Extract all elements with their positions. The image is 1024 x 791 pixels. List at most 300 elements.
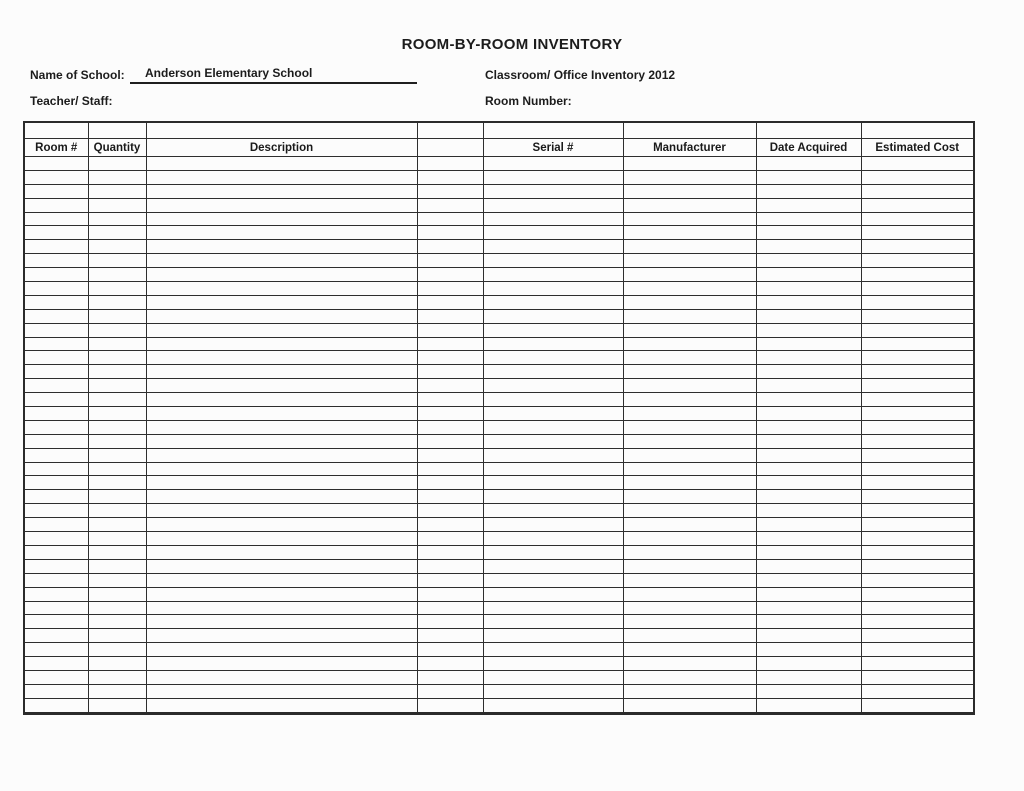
empty-cell-blank [417,212,483,226]
empty-cell-blank [417,476,483,490]
empty-cell-manufacturer [623,559,756,573]
empty-inventory-row [24,615,974,629]
empty-cell-quantity [88,532,146,546]
empty-cell-serial [483,184,623,198]
empty-cell-blank [417,393,483,407]
empty-cell-room [24,309,88,323]
empty-cell-serial [483,379,623,393]
empty-cell-date_acquired [756,323,861,337]
empty-cell-quantity [88,157,146,171]
empty-cell-date_acquired [756,379,861,393]
empty-cell-serial [483,198,623,212]
empty-cell-serial [483,657,623,671]
empty-cell-description [146,698,417,713]
empty-inventory-row [24,282,974,296]
empty-cell-date_acquired [756,670,861,684]
empty-cell-manufacturer [623,254,756,268]
empty-cell-room [24,254,88,268]
empty-cell-room [24,601,88,615]
column-header-room-number: Room # [24,139,88,157]
name-of-school-value: Anderson Elementary School [130,66,417,84]
empty-cell-description [146,420,417,434]
empty-cell-estimated_cost [861,698,974,713]
empty-cell-estimated_cost [861,268,974,282]
empty-cell-manufacturer [623,462,756,476]
empty-cell-serial [483,337,623,351]
empty-inventory-row [24,545,974,559]
empty-cell-serial [483,643,623,657]
empty-cell-manufacturer [623,323,756,337]
empty-inventory-row [24,309,974,323]
empty-cell-manufacturer [623,226,756,240]
empty-inventory-row [24,434,974,448]
empty-cell-manufacturer [623,518,756,532]
empty-cell-blank [417,184,483,198]
empty-cell-serial [483,323,623,337]
empty-inventory-row [24,184,974,198]
empty-cell-manufacturer [623,587,756,601]
empty-cell-quantity [88,379,146,393]
empty-cell-quantity [88,476,146,490]
empty-cell-manufacturer [623,490,756,504]
empty-cell-room [24,657,88,671]
empty-cell-quantity [88,212,146,226]
classroom-office-inventory-label: Classroom/ Office Inventory 2012 [485,68,676,82]
empty-cell-date_acquired [756,295,861,309]
empty-cell-quantity [88,657,146,671]
empty-cell-quantity [88,309,146,323]
empty-inventory-row [24,448,974,462]
empty-inventory-row [24,407,974,421]
empty-inventory-row [24,462,974,476]
empty-cell-quantity [88,462,146,476]
empty-cell-blank [417,282,483,296]
empty-cell-description [146,434,417,448]
empty-cell-quantity [88,573,146,587]
empty-cell-date_acquired [756,157,861,171]
empty-cell-manufacturer [623,407,756,421]
empty-cell-room [24,573,88,587]
empty-cell-quantity [88,698,146,713]
empty-cell-blank [417,601,483,615]
empty-cell-estimated_cost [861,365,974,379]
empty-cell-serial [483,573,623,587]
empty-cell-quantity [88,184,146,198]
empty-cell-date_acquired [756,545,861,559]
empty-cell-quantity [88,240,146,254]
empty-cell-manufacturer [623,698,756,713]
empty-cell-date_acquired [756,587,861,601]
empty-cell-room [24,212,88,226]
empty-cell-manufacturer [623,573,756,587]
empty-cell-estimated_cost [861,448,974,462]
empty-cell-serial [483,351,623,365]
empty-cell-room [24,490,88,504]
empty-cell-room [24,268,88,282]
room-number-label: Room Number: [485,94,572,108]
empty-cell-description [146,587,417,601]
empty-cell-estimated_cost [861,240,974,254]
empty-cell-serial [483,309,623,323]
empty-cell-quantity [88,282,146,296]
empty-inventory-row [24,601,974,615]
spacer-cell-estimated-cost [861,122,974,139]
empty-cell-serial [483,476,623,490]
empty-cell-manufacturer [623,420,756,434]
empty-cell-date_acquired [756,601,861,615]
empty-cell-serial [483,629,623,643]
empty-cell-room [24,504,88,518]
empty-cell-description [146,448,417,462]
empty-cell-serial [483,268,623,282]
empty-cell-serial [483,545,623,559]
empty-cell-description [146,365,417,379]
empty-cell-date_acquired [756,170,861,184]
empty-cell-blank [417,268,483,282]
empty-cell-quantity [88,295,146,309]
empty-cell-estimated_cost [861,337,974,351]
empty-cell-blank [417,545,483,559]
empty-inventory-row [24,226,974,240]
empty-inventory-row [24,170,974,184]
empty-inventory-row [24,670,974,684]
empty-cell-blank [417,170,483,184]
empty-cell-date_acquired [756,532,861,546]
empty-cell-estimated_cost [861,476,974,490]
empty-cell-quantity [88,615,146,629]
empty-cell-description [146,462,417,476]
empty-cell-blank [417,643,483,657]
empty-cell-description [146,240,417,254]
empty-inventory-row [24,629,974,643]
empty-cell-quantity [88,587,146,601]
empty-cell-quantity [88,490,146,504]
empty-cell-date_acquired [756,282,861,296]
empty-cell-blank [417,490,483,504]
empty-inventory-row [24,490,974,504]
column-header-manufacturer: Manufacturer [623,139,756,157]
empty-cell-blank [417,684,483,698]
empty-cell-room [24,295,88,309]
empty-cell-serial [483,559,623,573]
empty-cell-blank [417,587,483,601]
empty-cell-estimated_cost [861,490,974,504]
empty-cell-description [146,643,417,657]
empty-cell-estimated_cost [861,684,974,698]
empty-cell-manufacturer [623,184,756,198]
empty-cell-serial [483,393,623,407]
empty-cell-date_acquired [756,420,861,434]
table-header-row [24,139,974,157]
empty-cell-serial [483,490,623,504]
empty-cell-serial [483,407,623,421]
empty-cell-description [146,532,417,546]
empty-inventory-row [24,643,974,657]
empty-cell-date_acquired [756,559,861,573]
empty-cell-date_acquired [756,240,861,254]
empty-cell-blank [417,226,483,240]
empty-cell-description [146,518,417,532]
empty-cell-manufacturer [623,198,756,212]
column-header-description: Description [146,139,417,157]
empty-cell-serial [483,254,623,268]
empty-cell-room [24,157,88,171]
empty-cell-room [24,184,88,198]
empty-cell-manufacturer [623,268,756,282]
empty-cell-manufacturer [623,282,756,296]
empty-inventory-row [24,698,974,713]
empty-cell-estimated_cost [861,282,974,296]
empty-cell-description [146,670,417,684]
empty-cell-manufacturer [623,212,756,226]
empty-cell-blank [417,309,483,323]
empty-cell-estimated_cost [861,198,974,212]
empty-cell-room [24,545,88,559]
empty-cell-room [24,670,88,684]
empty-cell-blank [417,420,483,434]
empty-cell-description [146,393,417,407]
empty-inventory-row [24,532,974,546]
empty-cell-description [146,504,417,518]
empty-cell-estimated_cost [861,295,974,309]
empty-cell-manufacturer [623,448,756,462]
empty-cell-room [24,420,88,434]
empty-cell-blank [417,407,483,421]
empty-cell-estimated_cost [861,657,974,671]
empty-inventory-row [24,393,974,407]
empty-cell-description [146,295,417,309]
empty-inventory-row [24,295,974,309]
empty-cell-description [146,337,417,351]
empty-cell-date_acquired [756,198,861,212]
spacer-cell-blank [417,122,483,139]
empty-cell-room [24,337,88,351]
empty-cell-description [146,407,417,421]
empty-cell-estimated_cost [861,518,974,532]
empty-cell-description [146,226,417,240]
empty-cell-manufacturer [623,643,756,657]
empty-inventory-row [24,351,974,365]
empty-cell-blank [417,518,483,532]
empty-cell-serial [483,615,623,629]
empty-cell-manufacturer [623,240,756,254]
empty-cell-room [24,282,88,296]
empty-cell-serial [483,448,623,462]
empty-cell-description [146,268,417,282]
empty-cell-room [24,643,88,657]
empty-cell-manufacturer [623,309,756,323]
empty-cell-date_acquired [756,657,861,671]
empty-cell-quantity [88,323,146,337]
empty-cell-description [146,198,417,212]
empty-cell-manufacturer [623,670,756,684]
empty-cell-date_acquired [756,254,861,268]
empty-cell-room [24,448,88,462]
empty-cell-date_acquired [756,351,861,365]
empty-cell-estimated_cost [861,601,974,615]
empty-cell-description [146,282,417,296]
empty-cell-quantity [88,393,146,407]
empty-cell-quantity [88,226,146,240]
empty-inventory-row [24,365,974,379]
empty-cell-serial [483,670,623,684]
empty-cell-estimated_cost [861,226,974,240]
empty-cell-date_acquired [756,504,861,518]
empty-cell-blank [417,379,483,393]
empty-cell-room [24,351,88,365]
empty-cell-room [24,226,88,240]
column-header-quantity: Quantity [88,139,146,157]
empty-inventory-row [24,684,974,698]
empty-cell-description [146,309,417,323]
empty-cell-date_acquired [756,268,861,282]
empty-cell-blank [417,157,483,171]
empty-cell-date_acquired [756,518,861,532]
empty-cell-date_acquired [756,309,861,323]
empty-cell-serial [483,226,623,240]
name-of-school-label: Name of School: [30,68,125,82]
empty-cell-blank [417,504,483,518]
empty-cell-room [24,407,88,421]
empty-cell-quantity [88,629,146,643]
empty-cell-quantity [88,365,146,379]
empty-cell-room [24,323,88,337]
empty-cell-estimated_cost [861,407,974,421]
empty-cell-manufacturer [623,532,756,546]
empty-cell-estimated_cost [861,587,974,601]
empty-cell-date_acquired [756,226,861,240]
empty-cell-serial [483,157,623,171]
empty-cell-manufacturer [623,684,756,698]
empty-cell-date_acquired [756,434,861,448]
empty-cell-estimated_cost [861,573,974,587]
empty-cell-estimated_cost [861,434,974,448]
empty-inventory-row [24,518,974,532]
empty-cell-serial [483,462,623,476]
empty-cell-description [146,573,417,587]
empty-cell-description [146,601,417,615]
empty-cell-date_acquired [756,615,861,629]
empty-cell-quantity [88,670,146,684]
empty-cell-estimated_cost [861,212,974,226]
empty-cell-blank [417,559,483,573]
empty-cell-estimated_cost [861,254,974,268]
empty-cell-serial [483,518,623,532]
table-spacer-row [24,122,974,139]
empty-inventory-row [24,559,974,573]
empty-cell-blank [417,240,483,254]
empty-cell-serial [483,601,623,615]
empty-cell-quantity [88,643,146,657]
empty-cell-estimated_cost [861,157,974,171]
empty-cell-serial [483,434,623,448]
empty-cell-date_acquired [756,573,861,587]
empty-cell-blank [417,615,483,629]
spacer-cell-manufacturer [623,122,756,139]
empty-cell-estimated_cost [861,351,974,365]
empty-cell-date_acquired [756,212,861,226]
empty-cell-quantity [88,518,146,532]
empty-cell-estimated_cost [861,393,974,407]
empty-cell-estimated_cost [861,629,974,643]
empty-cell-description [146,170,417,184]
empty-cell-blank [417,462,483,476]
spacer-cell-quantity [88,122,146,139]
empty-cell-manufacturer [623,601,756,615]
empty-cell-estimated_cost [861,323,974,337]
empty-cell-description [146,379,417,393]
empty-cell-serial [483,170,623,184]
empty-cell-description [146,615,417,629]
empty-inventory-row [24,212,974,226]
empty-cell-quantity [88,268,146,282]
empty-cell-room [24,365,88,379]
empty-cell-quantity [88,434,146,448]
empty-cell-manufacturer [623,351,756,365]
empty-cell-date_acquired [756,448,861,462]
empty-cell-room [24,240,88,254]
empty-cell-serial [483,295,623,309]
column-header-estimated-cost: Estimated Cost [861,139,974,157]
empty-cell-blank [417,657,483,671]
empty-cell-room [24,170,88,184]
empty-cell-serial [483,365,623,379]
empty-cell-room [24,393,88,407]
empty-cell-estimated_cost [861,462,974,476]
empty-cell-serial [483,698,623,713]
empty-cell-room [24,198,88,212]
empty-cell-description [146,476,417,490]
spacer-cell-serial [483,122,623,139]
empty-cell-quantity [88,448,146,462]
empty-cell-manufacturer [623,615,756,629]
empty-cell-estimated_cost [861,379,974,393]
empty-cell-manufacturer [623,476,756,490]
empty-cell-room [24,518,88,532]
empty-cell-manufacturer [623,657,756,671]
spacer-cell-date-acquired [756,122,861,139]
empty-inventory-row [24,587,974,601]
empty-cell-quantity [88,254,146,268]
empty-cell-date_acquired [756,393,861,407]
empty-cell-estimated_cost [861,532,974,546]
column-header-blank [417,139,483,157]
empty-cell-serial [483,282,623,296]
empty-cell-description [146,157,417,171]
empty-cell-date_acquired [756,490,861,504]
column-header-date-acquired: Date Acquired [756,139,861,157]
empty-cell-quantity [88,351,146,365]
empty-inventory-row [24,504,974,518]
empty-cell-blank [417,295,483,309]
empty-cell-blank [417,198,483,212]
empty-cell-description [146,184,417,198]
empty-cell-room [24,629,88,643]
empty-cell-estimated_cost [861,309,974,323]
empty-cell-date_acquired [756,698,861,713]
empty-cell-quantity [88,504,146,518]
empty-cell-room [24,532,88,546]
empty-cell-quantity [88,420,146,434]
empty-cell-blank [417,434,483,448]
empty-cell-blank [417,670,483,684]
empty-cell-blank [417,448,483,462]
empty-cell-description [146,559,417,573]
empty-cell-description [146,254,417,268]
empty-cell-date_acquired [756,643,861,657]
empty-cell-quantity [88,170,146,184]
empty-cell-room [24,379,88,393]
